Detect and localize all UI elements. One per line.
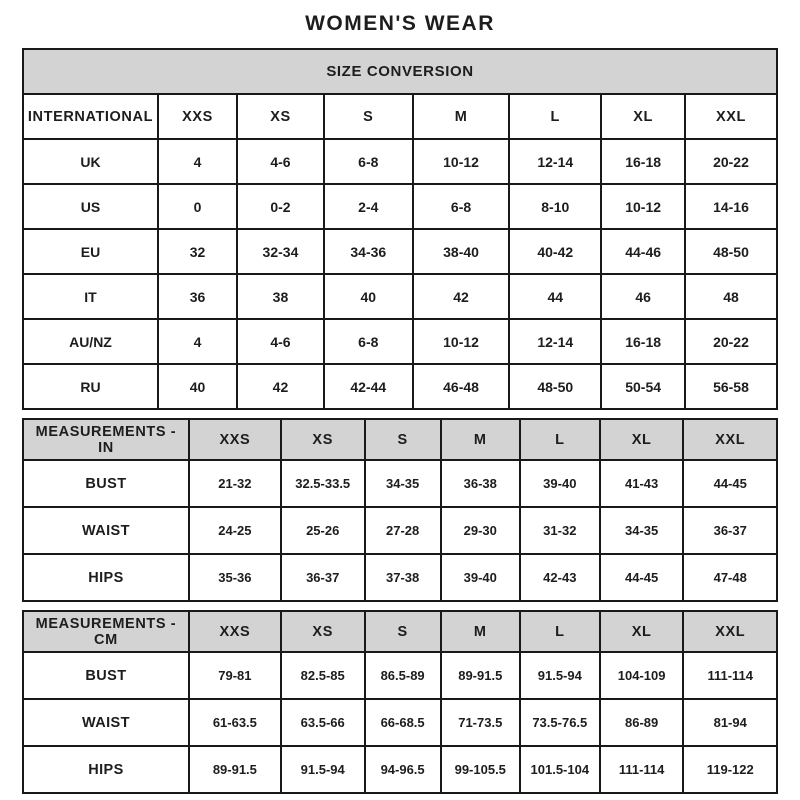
col-header-xs: XS bbox=[281, 419, 365, 460]
col-header-l: L bbox=[509, 94, 601, 139]
cell: 4 bbox=[158, 139, 237, 184]
row-label: HIPS bbox=[23, 554, 189, 601]
col-header-xxs: XXS bbox=[189, 419, 281, 460]
cell: 0-2 bbox=[237, 184, 324, 229]
cell: 35-36 bbox=[189, 554, 281, 601]
col-header-xxl: XXL bbox=[685, 94, 777, 139]
cell: 32 bbox=[158, 229, 237, 274]
col-header-s: S bbox=[365, 611, 441, 652]
row-label: HIPS bbox=[23, 746, 189, 793]
measurements-in-table bbox=[22, 418, 778, 602]
row-label: AU/NZ bbox=[23, 319, 158, 364]
cell: 32-34 bbox=[237, 229, 324, 274]
cell: 34-35 bbox=[365, 460, 441, 507]
cell: 12-14 bbox=[509, 319, 601, 364]
table-row-hips-cm bbox=[23, 746, 777, 793]
cell: 37-38 bbox=[365, 554, 441, 601]
cell: 32.5-33.5 bbox=[281, 460, 365, 507]
cell: 21-32 bbox=[189, 460, 281, 507]
measurements-in-title: MEASUREMENTS - IN bbox=[23, 419, 189, 460]
cell: 39-40 bbox=[441, 554, 520, 601]
col-header-xl: XL bbox=[600, 611, 684, 652]
cell: 91.5-94 bbox=[520, 652, 600, 699]
cell: 31-32 bbox=[520, 507, 600, 554]
size-conversion-header-row bbox=[23, 94, 777, 139]
col-header-s: S bbox=[324, 94, 413, 139]
cell: 25-26 bbox=[281, 507, 365, 554]
cell: 29-30 bbox=[441, 507, 520, 554]
cell: 44 bbox=[509, 274, 601, 319]
cell: 119-122 bbox=[683, 746, 777, 793]
cell: 73.5-76.5 bbox=[520, 699, 600, 746]
col-header-l: L bbox=[520, 419, 600, 460]
cell: 86.5-89 bbox=[365, 652, 441, 699]
cell: 48 bbox=[685, 274, 777, 319]
row-label: UK bbox=[23, 139, 158, 184]
row-label: IT bbox=[23, 274, 158, 319]
cell: 40-42 bbox=[509, 229, 601, 274]
col-header-m: M bbox=[441, 611, 520, 652]
table-row-waist-in bbox=[23, 507, 777, 554]
page-title: WOMEN'S WEAR bbox=[305, 12, 495, 35]
cell: 42-43 bbox=[520, 554, 600, 601]
cell: 16-18 bbox=[601, 319, 685, 364]
cell: 16-18 bbox=[601, 139, 685, 184]
table-row-aunz bbox=[23, 319, 777, 364]
cell: 34-35 bbox=[600, 507, 684, 554]
cell: 111-114 bbox=[683, 652, 777, 699]
cell: 71-73.5 bbox=[441, 699, 520, 746]
table-row-waist-cm bbox=[23, 699, 777, 746]
cell: 46-48 bbox=[413, 364, 510, 409]
cell: 40 bbox=[158, 364, 237, 409]
cell: 48-50 bbox=[509, 364, 601, 409]
cell: 20-22 bbox=[685, 139, 777, 184]
table-row-it bbox=[23, 274, 777, 319]
cell: 6-8 bbox=[324, 319, 413, 364]
cell: 6-8 bbox=[324, 139, 413, 184]
cell: 20-22 bbox=[685, 319, 777, 364]
col-header-xxs: XXS bbox=[158, 94, 237, 139]
cell: 38 bbox=[237, 274, 324, 319]
table-row-bust-cm bbox=[23, 652, 777, 699]
cell: 42 bbox=[413, 274, 510, 319]
table-row-hips-in bbox=[23, 554, 777, 601]
cell: 50-54 bbox=[601, 364, 685, 409]
size-conversion-title: SIZE CONVERSION bbox=[23, 49, 777, 94]
row-label: BUST bbox=[23, 652, 189, 699]
cell: 44-45 bbox=[600, 554, 684, 601]
cell: 4-6 bbox=[237, 319, 324, 364]
cell: 8-10 bbox=[509, 184, 601, 229]
col-header-xxl: XXL bbox=[683, 419, 777, 460]
cell: 86-89 bbox=[600, 699, 684, 746]
cell: 4-6 bbox=[237, 139, 324, 184]
cell: 44-45 bbox=[683, 460, 777, 507]
cell: 63.5-66 bbox=[281, 699, 365, 746]
cell: 81-94 bbox=[683, 699, 777, 746]
table-row-eu bbox=[23, 229, 777, 274]
cell: 48-50 bbox=[685, 229, 777, 274]
cell: 99-105.5 bbox=[441, 746, 520, 793]
col-header-m: M bbox=[441, 419, 520, 460]
col-header-s: S bbox=[365, 419, 441, 460]
col-header-xl: XL bbox=[600, 419, 684, 460]
cell: 10-12 bbox=[413, 139, 510, 184]
cell: 104-109 bbox=[600, 652, 684, 699]
table-row-uk bbox=[23, 139, 777, 184]
col-header-xl: XL bbox=[601, 94, 685, 139]
row-label: US bbox=[23, 184, 158, 229]
cell: 101.5-104 bbox=[520, 746, 600, 793]
cell: 61-63.5 bbox=[189, 699, 281, 746]
cell: 91.5-94 bbox=[281, 746, 365, 793]
cell: 27-28 bbox=[365, 507, 441, 554]
cell: 41-43 bbox=[600, 460, 684, 507]
cell: 34-36 bbox=[324, 229, 413, 274]
col-header-xs: XS bbox=[237, 94, 324, 139]
size-conversion-table bbox=[22, 48, 778, 410]
cell: 39-40 bbox=[520, 460, 600, 507]
cell: 36-38 bbox=[441, 460, 520, 507]
row-label: RU bbox=[23, 364, 158, 409]
cell: 82.5-85 bbox=[281, 652, 365, 699]
cell: 0 bbox=[158, 184, 237, 229]
cell: 14-16 bbox=[685, 184, 777, 229]
col-header-l: L bbox=[520, 611, 600, 652]
table-row-us bbox=[23, 184, 777, 229]
table-row-bust-in bbox=[23, 460, 777, 507]
cell: 40 bbox=[324, 274, 413, 319]
cell: 79-81 bbox=[189, 652, 281, 699]
measurements-cm-title: MEASUREMENTS - CM bbox=[23, 611, 189, 652]
row-label: WAIST bbox=[23, 507, 189, 554]
cell: 12-14 bbox=[509, 139, 601, 184]
cell: 111-114 bbox=[600, 746, 684, 793]
table-row-ru bbox=[23, 364, 777, 409]
col-header-xxs: XXS bbox=[189, 611, 281, 652]
col-header-xs: XS bbox=[281, 611, 365, 652]
cell: 36-37 bbox=[281, 554, 365, 601]
measurements-in-header-row bbox=[23, 419, 777, 460]
cell: 6-8 bbox=[413, 184, 510, 229]
col-header-m: M bbox=[413, 94, 510, 139]
cell: 4 bbox=[158, 319, 237, 364]
measurements-cm-header-row bbox=[23, 611, 777, 652]
cell: 42 bbox=[237, 364, 324, 409]
col-header-xxl: XXL bbox=[683, 611, 777, 652]
cell: 89-91.5 bbox=[189, 746, 281, 793]
row-label: EU bbox=[23, 229, 158, 274]
cell: 10-12 bbox=[601, 184, 685, 229]
cell: 46 bbox=[601, 274, 685, 319]
cell: 56-58 bbox=[685, 364, 777, 409]
cell: 36-37 bbox=[683, 507, 777, 554]
cell: 36 bbox=[158, 274, 237, 319]
cell: 2-4 bbox=[324, 184, 413, 229]
col-header-international: INTERNATIONAL bbox=[23, 94, 158, 139]
cell: 47-48 bbox=[683, 554, 777, 601]
cell: 66-68.5 bbox=[365, 699, 441, 746]
cell: 42-44 bbox=[324, 364, 413, 409]
cell: 24-25 bbox=[189, 507, 281, 554]
cell: 89-91.5 bbox=[441, 652, 520, 699]
row-label: WAIST bbox=[23, 699, 189, 746]
cell: 94-96.5 bbox=[365, 746, 441, 793]
row-label: BUST bbox=[23, 460, 189, 507]
measurements-cm-table bbox=[22, 610, 778, 794]
size-conversion-title-row bbox=[23, 49, 777, 94]
cell: 10-12 bbox=[413, 319, 510, 364]
cell: 44-46 bbox=[601, 229, 685, 274]
cell: 38-40 bbox=[413, 229, 510, 274]
